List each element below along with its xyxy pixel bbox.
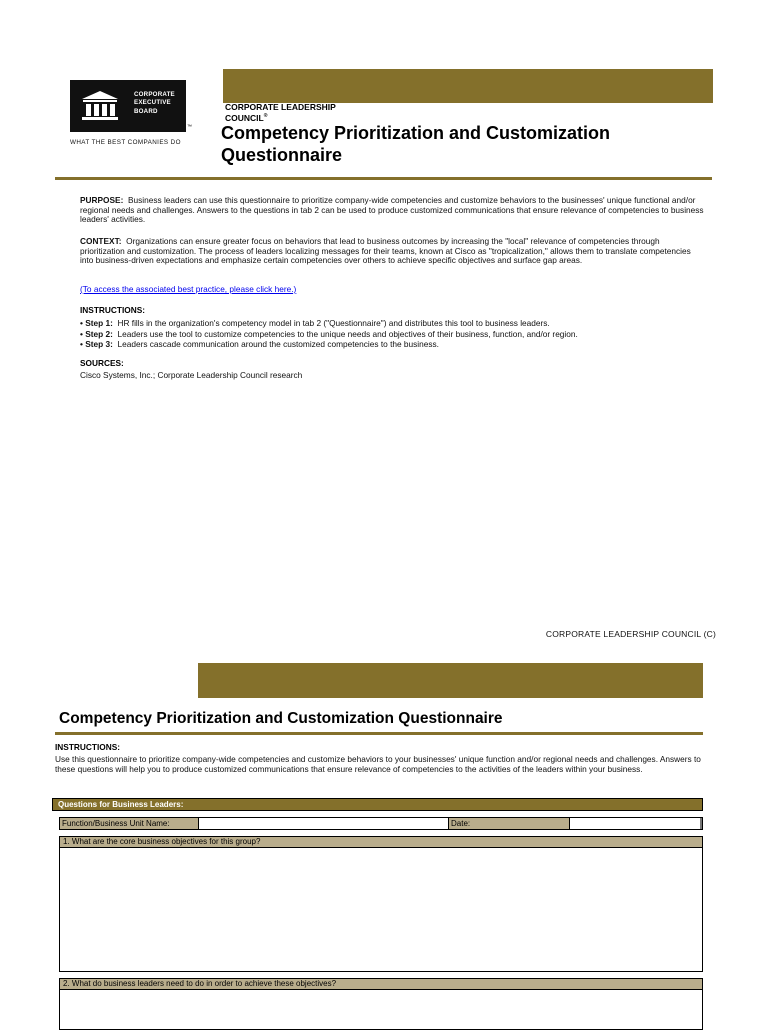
- instruction-step-3: • Step 3: Leaders cascade communication around the customized competencies to the business.: [80, 339, 439, 350]
- date-label: Date:: [449, 818, 570, 829]
- question-1-label: 1. What are the core business objectives for this group?: [59, 836, 703, 848]
- logo-wordmark: CORPORATE EXECUTIVE BOARD: [134, 91, 175, 115]
- page-footer: CORPORATE LEADERSHIP COUNCIL (C): [545, 629, 716, 639]
- question-1-answer[interactable]: [59, 848, 703, 972]
- questionnaire-instructions-heading: INSTRUCTIONS:: [55, 742, 120, 752]
- instruction-step-1: • Step 1: HR fills in the organization's competency model in tab 2 ("Questionnaire") and distributes this tool to business leaders.: [80, 318, 550, 328]
- instruction-step-2: • Step 2: Leaders use the tool to customize competencies to the unique needs and objectives of their business, function, and/or region.: [80, 328, 578, 339]
- context-label: CONTEXT:: [80, 236, 122, 246]
- question-2-answer[interactable]: [59, 990, 703, 1030]
- purpose-label: PURPOSE:: [80, 195, 124, 205]
- questionnaire-title: Competency Prioritization and Customization Questionnaire: [59, 710, 503, 727]
- purpose-text: Business leaders can use this questionnaire to prioritize company-wide competencies and customize behaviors to the businesses' unique functional and/or regional needs and challenges. Answers to the questions in tab 2 can be used to produce customized communications that ensure relevance of competencies to business leaders' activities.: [80, 195, 704, 225]
- context-paragraph: [80, 237, 705, 266]
- page-title: Competency Prioritization and Customization Questionnaire: [221, 123, 611, 165]
- sources-text: Cisco Systems, Inc.; Corporate Leadership Council research: [80, 370, 303, 380]
- unit-date-row: [59, 817, 703, 830]
- title-divider: [55, 177, 712, 180]
- date-input[interactable]: [570, 818, 702, 829]
- best-practice-link[interactable]: (To access the associated best practice, please click here.): [80, 284, 297, 294]
- context-text: Organizations can ensure greater focus on behaviors that lead to business outcomes by increasing the "local" relevance of competencies through prioritization and customization. The process of leaders localizing messages for their teams, known at Cisco as "tropicalization," allows them to translate competencies into business-driven expectations and emphasize certain competencies over others to achieve specific objectives and surface gap areas.: [80, 236, 691, 266]
- trademark-symbol: ™: [187, 124, 192, 130]
- corporate-executive-board-logo: [70, 80, 186, 132]
- registered-mark: ®: [263, 113, 268, 119]
- questionnaire-title-divider: [55, 732, 703, 735]
- instructions-heading: INSTRUCTIONS:: [80, 305, 145, 315]
- question-2-label: 2. What do business leaders need to do in order to achieve these objectives?: [59, 978, 703, 990]
- questionnaire-instructions-text: Use this questionnaire to prioritize company-wide competencies and customize behaviors to your businesses' unique function and/or regional needs and challenges. Answers to these questions will help you to produce customized communications that ensure relevance of competencies to the activities of the leaders within your business.: [55, 754, 701, 774]
- columned-building-icon: [80, 89, 120, 123]
- header-banner: [223, 69, 713, 103]
- purpose-paragraph: [80, 196, 705, 225]
- unit-name-label: Function/Business Unit Name:: [60, 818, 199, 829]
- questions-section-header: Questions for Business Leaders:: [52, 798, 703, 811]
- council-label: CORPORATE LEADERSHIP COUNCIL®: [225, 102, 336, 123]
- questionnaire-banner: [198, 663, 703, 698]
- unit-name-input[interactable]: [199, 818, 449, 829]
- sources-heading: SOURCES:: [80, 358, 124, 368]
- instruction-steps: [80, 319, 705, 351]
- logo-tagline: WHAT THE BEST COMPANIES DO: [70, 139, 181, 146]
